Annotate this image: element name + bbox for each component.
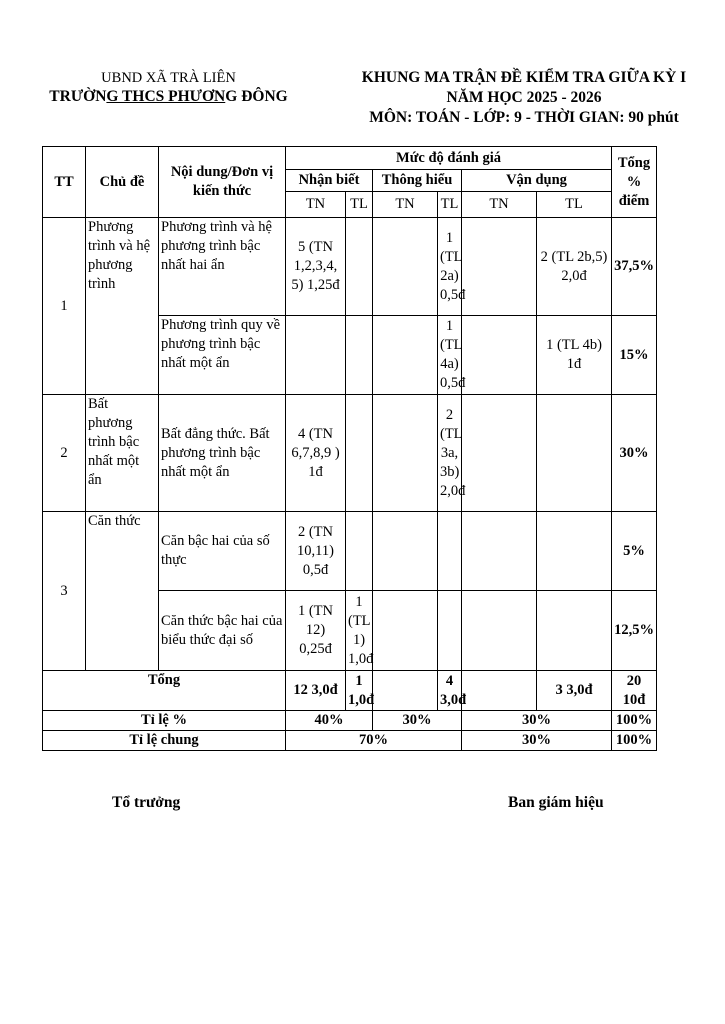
sum-row bbox=[43, 671, 657, 711]
sum-th-tl: 4 3,0đ bbox=[438, 671, 462, 711]
cell-th-tl bbox=[438, 512, 462, 591]
cell-nb-tl bbox=[346, 316, 373, 395]
general-low: 70% bbox=[286, 731, 462, 751]
header-apply: Vận dụng bbox=[462, 170, 612, 192]
header-topic: Chủ đề bbox=[86, 147, 159, 218]
cell-nb-tn: 1 (TN 12) 0,25đ bbox=[286, 591, 346, 671]
table-row bbox=[43, 218, 657, 316]
header-tl: TL bbox=[346, 192, 373, 218]
cell-vd-tn bbox=[462, 316, 537, 395]
sum-vd-tn bbox=[462, 671, 537, 711]
general-high: 30% bbox=[462, 731, 612, 751]
table-row bbox=[43, 512, 657, 591]
signature-board: Ban giám hiệu bbox=[508, 794, 604, 811]
header-tl: TL bbox=[438, 192, 462, 218]
cell-vd-tl bbox=[537, 591, 612, 671]
cell-nb-tl bbox=[346, 218, 373, 316]
cell-vd-tl: 1 (TL 4b) 1đ bbox=[537, 316, 612, 395]
cell-nb-tn: 5 (TN 1,2,3,4, 5) 1,25đ bbox=[286, 218, 346, 316]
cell-total: 12,5% bbox=[612, 591, 657, 671]
ratio-apply: 30% bbox=[462, 711, 612, 731]
sum-th-tn bbox=[373, 671, 438, 711]
school-header bbox=[26, 70, 311, 106]
cell-th-tl: 2 (TL 3a, 3b) 2,0đ bbox=[438, 395, 462, 512]
header-level: Mức độ đánh giá bbox=[286, 147, 612, 170]
cell-nb-tl bbox=[346, 395, 373, 512]
cell-total: 5% bbox=[612, 512, 657, 591]
row-content: Căn thức bậc hai của biểu thức đại số bbox=[159, 591, 286, 671]
header-tn: TN bbox=[462, 192, 537, 218]
header-understand: Thông hiểu bbox=[373, 170, 462, 192]
cell-vd-tn bbox=[462, 218, 537, 316]
header-tt: TT bbox=[43, 147, 86, 218]
cell-vd-tn bbox=[462, 591, 537, 671]
title-line-3: MÔN: TOÁN - LỚP: 9 - THỜI GIAN: 90 phút bbox=[369, 109, 679, 126]
cell-th-tl: 1 (TL 4a) 0,5đ bbox=[438, 316, 462, 395]
cell-vd-tl bbox=[537, 395, 612, 512]
general-label: Tỉ lệ chung bbox=[43, 731, 286, 751]
header-content: Nội dung/Đơn vị kiến thức bbox=[159, 147, 286, 218]
cell-nb-tn: 4 (TN 6,7,8,9 ) 1đ bbox=[286, 395, 346, 512]
header-tl: TL bbox=[537, 192, 612, 218]
cell-th-tl: 1 (TL 2a) 0,5đ bbox=[438, 218, 462, 316]
row-tt: 1 bbox=[43, 218, 86, 395]
cell-nb-tl bbox=[346, 512, 373, 591]
cell-total: 30% bbox=[612, 395, 657, 512]
cell-vd-tn bbox=[462, 512, 537, 591]
row-topic: Phương trình và hệ phương trình bbox=[86, 218, 159, 395]
exam-title bbox=[328, 68, 720, 128]
row-content: Phương trình quy về phương trình bậc nhất một ẩn bbox=[159, 316, 286, 395]
cell-total: 15% bbox=[612, 316, 657, 395]
row-content: Bất đẳng thức. Bất phương trình bậc nhất một ẩn bbox=[159, 395, 286, 512]
cell-vd-tl: 2 (TL 2b,5) 2,0đ bbox=[537, 218, 612, 316]
cell-th-tn bbox=[373, 512, 438, 591]
general-row bbox=[43, 731, 657, 751]
header-tn: TN bbox=[286, 192, 346, 218]
cell-vd-tn bbox=[462, 395, 537, 512]
cell-th-tn bbox=[373, 591, 438, 671]
committee-name: UBND XÃ TRÀ LIÊN bbox=[101, 70, 236, 86]
header-recognize: Nhận biết bbox=[286, 170, 373, 192]
row-topic: Căn thức bbox=[86, 512, 159, 671]
row-topic: Bất phương trình bậc nhất một ẩn bbox=[86, 395, 159, 512]
cell-th-tl bbox=[438, 591, 462, 671]
cell-total: 37,5% bbox=[612, 218, 657, 316]
title-line-1: KHUNG MA TRẬN ĐỀ KIỂM TRA GIỮA KỲ I bbox=[361, 69, 687, 86]
sum-nb-tn: 12 3,0đ bbox=[286, 671, 346, 711]
ratio-understand: 30% bbox=[373, 711, 462, 731]
title-line-2: NĂM HỌC 2025 - 2026 bbox=[446, 89, 602, 106]
header-tn: TN bbox=[373, 192, 438, 218]
general-total: 100% bbox=[612, 731, 657, 751]
table-row bbox=[43, 395, 657, 512]
cell-vd-tl bbox=[537, 512, 612, 591]
ratio-recognize: 40% bbox=[286, 711, 373, 731]
sum-vd-tl: 3 3,0đ bbox=[537, 671, 612, 711]
cell-th-tn bbox=[373, 395, 438, 512]
school-name: TRƯỜNG THCS PHƯƠNG ĐÔNG bbox=[49, 88, 288, 105]
row-content: Phương trình và hệ phương trình bậc nhất hai ẩn bbox=[159, 218, 286, 316]
ratio-total: 100% bbox=[612, 711, 657, 731]
cell-th-tn bbox=[373, 316, 438, 395]
sum-total: 20 10đ bbox=[612, 671, 657, 711]
row-tt: 3 bbox=[43, 512, 86, 671]
ratio-label: Tỉ lệ % bbox=[43, 711, 286, 731]
signature-head: Tổ trưởng bbox=[112, 794, 181, 811]
cell-nb-tn bbox=[286, 316, 346, 395]
sum-label: Tổng bbox=[43, 671, 286, 711]
row-tt: 2 bbox=[43, 395, 86, 512]
ratio-row bbox=[43, 711, 657, 731]
cell-th-tn bbox=[373, 218, 438, 316]
sum-nb-tl: 1 1,0đ bbox=[346, 671, 373, 711]
row-content: Căn bậc hai của số thực bbox=[159, 512, 286, 591]
header-total: Tổng % điểm bbox=[612, 147, 657, 218]
cell-nb-tn: 2 (TN 10,11) 0,5đ bbox=[286, 512, 346, 591]
matrix-table bbox=[42, 146, 657, 751]
cell-nb-tl: 1 (TL 1) 1,0đ bbox=[346, 591, 373, 671]
